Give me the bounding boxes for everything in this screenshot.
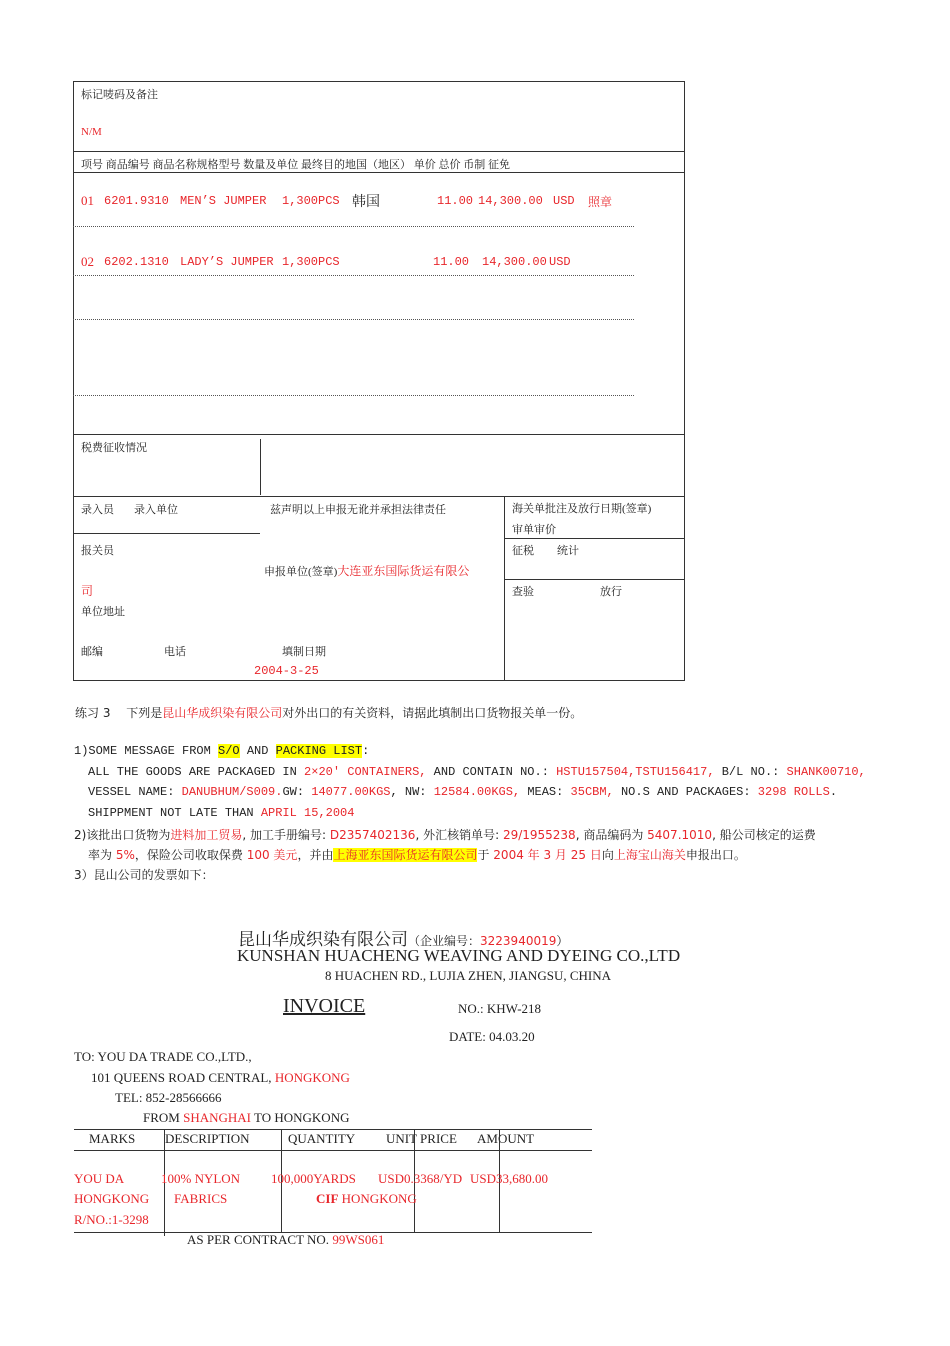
freight-rate: 5% — [115, 848, 135, 862]
form-border-right — [684, 81, 685, 680]
text: 率为 — [88, 848, 116, 862]
divider — [260, 439, 261, 495]
text: HONGKONG — [338, 1191, 417, 1206]
text: 练习 3 下列是 — [75, 706, 163, 720]
invoice-date: DATE: 04.03.20 — [449, 1029, 535, 1044]
text: 对外出口的有关资料，请据此填制出口货物报关单一份。 — [282, 706, 583, 720]
row-divider — [73, 275, 634, 276]
item2-code: 6202.1310 — [104, 255, 169, 269]
premium: 100 美元 — [246, 848, 298, 862]
gross-weight: 14077.00KGS — [311, 785, 391, 799]
text: 1)SOME MESSAGE FROM — [74, 744, 219, 758]
text: SHIPPMENT NOT LATE THAN — [88, 806, 261, 820]
price-terms — [316, 1191, 417, 1207]
fx-number: 29/1955238 — [502, 828, 576, 842]
message-line-6 — [88, 846, 746, 863]
message-line-1 — [74, 744, 369, 758]
release-label: 放行 — [600, 586, 622, 598]
customs-port: 上海宝山海关 — [613, 848, 686, 862]
header-amount: AMOUNT — [477, 1131, 535, 1146]
text: B/L NO.: — [714, 765, 787, 779]
text: , 外汇核销单号: — [415, 828, 503, 842]
description-line-2: FABRICS — [174, 1191, 228, 1206]
form-border-top — [73, 81, 685, 82]
divider — [73, 172, 685, 173]
text: 2)该批出口货物为 — [74, 828, 171, 842]
text: 于 — [477, 848, 494, 862]
contract-number: 99WS061 — [332, 1232, 385, 1247]
text: ALL THE GOODS ARE PACKAGED IN — [88, 765, 305, 779]
row-divider — [73, 395, 634, 396]
declaring-unit-value-cont: 司 — [81, 584, 94, 598]
containers: 2×20′ CONTAINERS, — [304, 765, 427, 779]
text: NO.S AND PACKAGES: — [613, 785, 758, 799]
text: GW: — [282, 785, 312, 799]
mark-line-2: HONGKONG — [74, 1191, 150, 1206]
form-border-left — [73, 81, 74, 680]
invoice-to: TO: YOU DA TRADE CO.,LTD., — [74, 1049, 252, 1064]
text: （企业编号： — [408, 934, 481, 948]
address-label: 单位地址 — [81, 606, 125, 618]
divider — [504, 538, 685, 539]
declaration-statement: 兹声明以上申报无讹并承担法律责任 — [270, 504, 446, 516]
mark-line-3: R/NO.:1-3298 — [74, 1212, 149, 1227]
customs-note-label: 海关单批注及放行日期(签章) — [512, 503, 652, 515]
divider — [73, 434, 685, 435]
exercise-title — [75, 704, 582, 721]
invoice-to-address — [91, 1070, 350, 1086]
item1-no: 01 — [81, 193, 94, 208]
company-name: 昆山华成织染有限公司 — [162, 706, 283, 720]
header-marks: MARKS — [89, 1131, 136, 1146]
text: MEAS: — [520, 785, 571, 799]
invoice-number: NO.: KHW-218 — [458, 1001, 542, 1016]
text: 申报出口。 — [685, 848, 746, 862]
net-weight: 12584.00KGS, — [433, 785, 521, 799]
unit-price-value: USD0.3368/YD — [378, 1171, 463, 1186]
entry-clerk-label: 录入员 — [81, 504, 114, 516]
ship-date: APRIL 15,2004 — [260, 806, 355, 820]
declarant-label: 报关员 — [81, 545, 114, 557]
fill-date-value: 2004-3-25 — [254, 664, 319, 678]
hs-code: 5407.1010 — [647, 828, 713, 842]
item1-name: MEN’S JUMPER — [180, 194, 267, 208]
marks-label: 标记唛码及备注 — [81, 89, 158, 101]
text: , 船公司核定的运费 — [712, 828, 816, 842]
bl-number: SHANK00710, — [786, 765, 866, 779]
invoice-route — [143, 1110, 349, 1126]
text: AS PER CONTRACT NO. — [187, 1232, 333, 1247]
divider — [73, 533, 260, 534]
item1-destination: 韩国 — [352, 195, 380, 210]
text: TO HONGKONG — [251, 1110, 350, 1125]
text: ） — [556, 934, 569, 948]
row-divider — [73, 319, 634, 320]
divider — [73, 496, 685, 497]
stats-label: 统计 — [557, 545, 579, 557]
declaring-unit-label: 申报单位(签章) — [264, 566, 338, 578]
review-label: 审单审价 — [512, 524, 556, 536]
vessel-name: DANUBHUM/S009. — [181, 785, 283, 799]
text: AND CONTAIN NO.: — [426, 765, 557, 779]
city: HONGKONG — [274, 1070, 350, 1085]
item2-currency: USD — [549, 255, 571, 269]
levy-label: 征税 — [512, 545, 534, 557]
text: ，并由 — [297, 848, 334, 862]
trade-mode: 进料加工贸易 — [170, 828, 243, 842]
message-line-3 — [88, 785, 837, 799]
text: , 加工手册编号: — [242, 828, 330, 842]
item1-code: 6201.9310 — [104, 194, 169, 208]
item2-unit-price: 11.00 — [433, 255, 470, 269]
table-rule — [74, 1150, 592, 1151]
inspect-label: 查验 — [512, 586, 534, 598]
enterprise-number: 3223940019 — [480, 934, 557, 948]
manual-number: D2357402136 — [329, 828, 416, 842]
form-border-bottom — [73, 680, 685, 681]
table-rule — [74, 1129, 592, 1130]
container-numbers: HSTU157504,TSTU156417, — [556, 765, 715, 779]
text: : — [362, 744, 370, 758]
company-name-cn: 昆山华成织染有限公司 — [238, 930, 408, 950]
invoice-tel: TEL: 852-28566666 — [115, 1090, 222, 1105]
incoterm: CIF — [316, 1191, 339, 1206]
header-quantity: QUANTITY — [288, 1131, 356, 1146]
declaring-unit-value: 大连亚东国际货运有限公 — [337, 564, 470, 578]
entry-unit-label: 录入单位 — [134, 504, 178, 516]
item1-exemption: 照章 — [588, 195, 613, 209]
highlight-packing-list: PACKING LIST — [275, 744, 363, 758]
mark-line-1: YOU DA — [74, 1171, 125, 1186]
measurement: 35CBM, — [570, 785, 614, 799]
item1-qty: 1,300PCS — [282, 194, 340, 208]
tax-label: 税费征收情况 — [81, 442, 147, 454]
item1-unit-price: 11.00 — [437, 194, 474, 208]
text: ，保险公司收取保费 — [134, 848, 247, 862]
text: 向 — [601, 848, 614, 862]
item2-qty: 1,300PCS — [282, 255, 340, 269]
declaring-unit — [264, 562, 469, 579]
columns-header: 项号 商品编号 商品名称规格型号 数量及单位 最终目的地国（地区） 单价 总价 币制 征免 — [81, 159, 510, 171]
message-line-2 — [88, 765, 866, 779]
message-line-4 — [88, 806, 354, 820]
postcode-label: 邮编 — [81, 646, 103, 658]
message-line-5 — [74, 826, 816, 843]
agent: 上海亚东国际货运有限公司 — [333, 848, 478, 862]
declare-date: 2004 年 3 月 25 日 — [493, 848, 602, 862]
item2-total: 14,300.00 — [482, 255, 547, 269]
phone-label: 电话 — [164, 646, 186, 658]
invoice-company-en: KUNSHAN HUACHENG WEAVING AND DYEING CO.,LTD — [237, 946, 681, 965]
marks-value: N/M — [81, 126, 102, 138]
invoice-address: 8 HUACHEN RD., LUJIA ZHEN, JIANGSU, CHINA — [325, 968, 611, 983]
divider — [504, 579, 685, 580]
text: , 商品编码为 — [575, 828, 648, 842]
item2-no: 02 — [81, 254, 94, 269]
invoice-title: INVOICE — [283, 995, 366, 1017]
text: 101 QUEENS ROAD CENTRAL, — [91, 1070, 275, 1085]
text: FROM — [143, 1110, 184, 1125]
description-line-1: 100% NYLON — [161, 1171, 241, 1186]
text: VESSEL NAME: — [88, 785, 182, 799]
from-city: SHANGHAI — [183, 1110, 251, 1125]
amount-value: USD33,680.00 — [470, 1171, 549, 1186]
quantity-value: 100,000YARDS — [271, 1171, 356, 1186]
fill-date-label: 填制日期 — [282, 646, 326, 658]
message-line-7: 3）昆山公司的发票如下： — [74, 868, 214, 882]
header-unit-price: UNIT PRICE — [386, 1131, 457, 1146]
text: . — [829, 785, 838, 799]
item2-name: LADY’S JUMPER — [180, 255, 274, 269]
highlight-so: S/O — [218, 744, 240, 758]
header-description: DESCRIPTION — [165, 1131, 250, 1146]
item1-currency: USD — [553, 194, 575, 208]
divider — [504, 496, 505, 680]
packages: 3298 ROLLS — [757, 785, 830, 799]
item1-total: 14,300.00 — [478, 194, 543, 208]
text: , NW: — [390, 785, 434, 799]
contract-line — [187, 1232, 384, 1248]
text: AND — [239, 744, 276, 758]
divider — [73, 151, 685, 152]
row-divider — [73, 226, 634, 227]
